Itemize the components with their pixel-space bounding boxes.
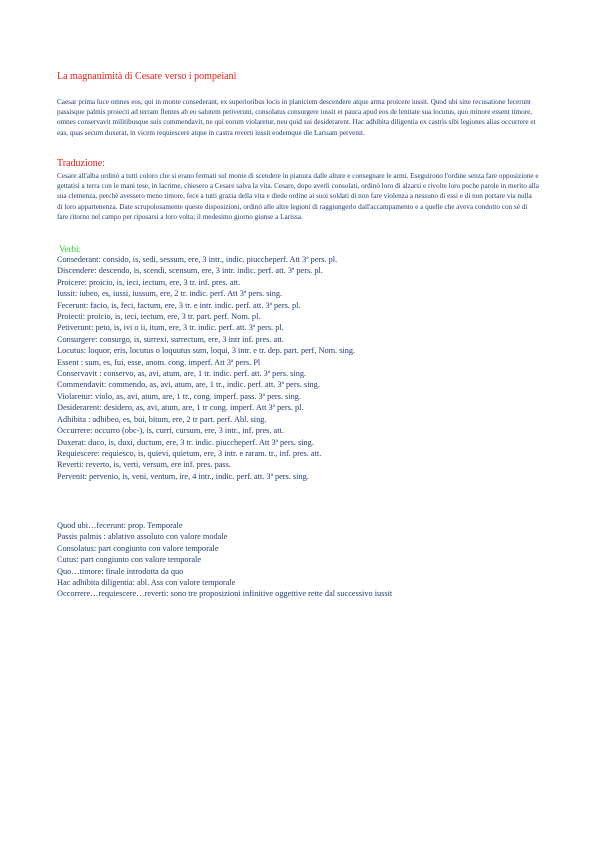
verb-entry: Conservavit : conservo, as, avi, atum, are, 1 tr. indic. perf. att. 3ª pers. sing. bbox=[57, 369, 307, 379]
note-entry: Occorrere…requiescere…reverti: sono tre proposizioni infinitive oggettive rette dal successivo iussit bbox=[57, 589, 393, 599]
note-entry: Cutus: part congiunto con valore temporale bbox=[57, 555, 202, 565]
translation-passage: Cesare all'alba ordinò a tutti coloro che si erano fermati sul monte di scendere in pianura dalle alture e consegnare le armi. Eseguirono l'ordine senza fare opposizione e gettatisi a terra con le mani tese, in lacrime, chiesero a Cesare salva la vita. Cesare, dopo averli consolati, ordinò loro di alzarsi e rivolte loro poche parole in merito alla sua clemenza, perchè avessero meno timore, fece a tutti grazia della vita e diede ordine ai suoi soldati di non fare violenza a nessuno di essi e di non portare via nulla di loro appartenenza. Date scrupolosamente queste disposizioni, ordinò alle altre legioni di raggiungerlo dall'accampamento e a quelle che aveva condotto con sè di fare ritorno nel campo per riposarsi a loro volta; il medesimo giorno giunse a Larissa. bbox=[57, 172, 539, 221]
verb-entry: Proiecti: proicio, is, ieci, iectum, ere, 3 tr. part. perf. Nom. pl. bbox=[57, 312, 261, 322]
note-entry: Consolatus: part congiunto con valore temporale bbox=[57, 543, 219, 553]
verb-entry: Proicere: proicio, is, ieci, iectum, ere, 3 tr. inf. pres. att. bbox=[57, 277, 241, 287]
verb-entry: Fecerunt: facio, is, feci, factum, ere, 3 tr. e intr. indic. perf. att. 3ª pers. pl. bbox=[57, 300, 301, 310]
verb-entry: Requiescere: requiesco, is, quievi, quietum, ere, 3 intr. e raram. tr., inf. pres. att. bbox=[57, 448, 322, 458]
verb-entry: Reverti: reverto, is, verti, versum, ere inf. pres. pass. bbox=[57, 460, 231, 470]
verb-entry: Consurgere: consurgo, is, surrexi, surrectum, ere, 3 intr inf. pres. att. bbox=[57, 334, 284, 344]
verbs-heading: Verbi: bbox=[59, 244, 81, 254]
verb-entry: Occurrere: occurro (obc-), is, curri, cursum, ere, 3 intr., inf. pres. att. bbox=[57, 426, 284, 436]
verb-entry: Consederant: consido, is, sedi, sessum, ere, 3 intr., indic. piuccheperf. Att 3ª pers. pl. bbox=[57, 255, 338, 264]
note-entry: Passis palmis : ablativo assoluto con valore modale bbox=[57, 532, 228, 542]
document-title: La magnanimità di Cesare verso i pompeiani bbox=[57, 71, 237, 82]
note-entry: Quod ubi…fecerunt: prop. Temporale bbox=[57, 521, 183, 530]
verb-entry: Essent : sum, es, fui, esse, anom. cong. imperf. Att 3ª pers. Pl bbox=[57, 357, 261, 367]
latin-passage: Caesar prima luce omnes eos, qui in monte consederant, ex superioribus locis in planiciem descendere atque arma proicere iussit. Quod ubi sine recusatione fecerunt passisque palmis proiecti ad terram flentes ab eo salutem petiverunt, consolatus consurgere iussit et pauca apud eos de lenitate sua locutus, quo minore essent timore, omnes conservavit militibusque suis commendavit, ne qui eorum violaretur, neu quid sui desiderarent. Hac adhibita diligentia ex castris sibi legiones alias occurrere et eas, quas secum duxerat, in vicem requiescere atque in castra reverti iussit eodemque die Larisam pervenit. bbox=[57, 98, 536, 137]
verb-entry: Locutus: loquor, eris, locutus o loquutus sum, loqui, 3 intr. e tr. dep. part. perf, Nom. sing. bbox=[57, 346, 356, 356]
verb-entry: Desiderarent: desidero, as, avi, atum, are, 1 tr cong. imperf. Att 3ª pers. pl. bbox=[57, 403, 304, 413]
verbs-list bbox=[57, 254, 539, 482]
verb-entry: Duxerat: duco, is, duxi, ductum, ere, 3 tr. indic. piuccheperf. Att 3ª pers. sing. bbox=[57, 437, 314, 447]
verb-entry: Pervenit: pervenio, is, veni, ventum, ire, 4 intr., indic. perf. att. 3ª pers. sing. bbox=[57, 471, 309, 481]
verb-entry: Adhibita : adhibeo, es, bui, bitum, ere, 2 tr part. perf. Abl. sing. bbox=[57, 414, 267, 424]
verb-entry: Iussit: iubeo, es, iussi, iussum, ere, 2 tr. indic. perf. Att 3ª pers. sing. bbox=[57, 289, 283, 299]
verb-entry: Commendavit: commendo, as, avi, atum, are, 1 tr., indic. perf. att. 3ª pers. sing. bbox=[57, 380, 320, 390]
verb-entry: Violaretur: violo, as, avi, atum, are, 1 tr., cong. imperf. pass. 3ª pers. sing. bbox=[57, 391, 301, 401]
verb-entry: Petiverunt: peto, is, ivi o ii, itum, ere, 3 tr. indic. perf. att. 3ª pers. pl. bbox=[57, 323, 284, 333]
note-entry: Quo…timore: finale introdotta da quo bbox=[57, 566, 184, 576]
translation-heading: Traduzione: bbox=[57, 158, 105, 169]
verb-entry: Discendere: descendo, is, scendi, scensum, ere, 3 intr. indic. perf. att. 3ª pers. pl. bbox=[57, 266, 323, 276]
syntax-notes bbox=[57, 520, 539, 600]
note-entry: Hac adhibita diligentia: abl. Ass con valore temporale bbox=[57, 578, 236, 588]
